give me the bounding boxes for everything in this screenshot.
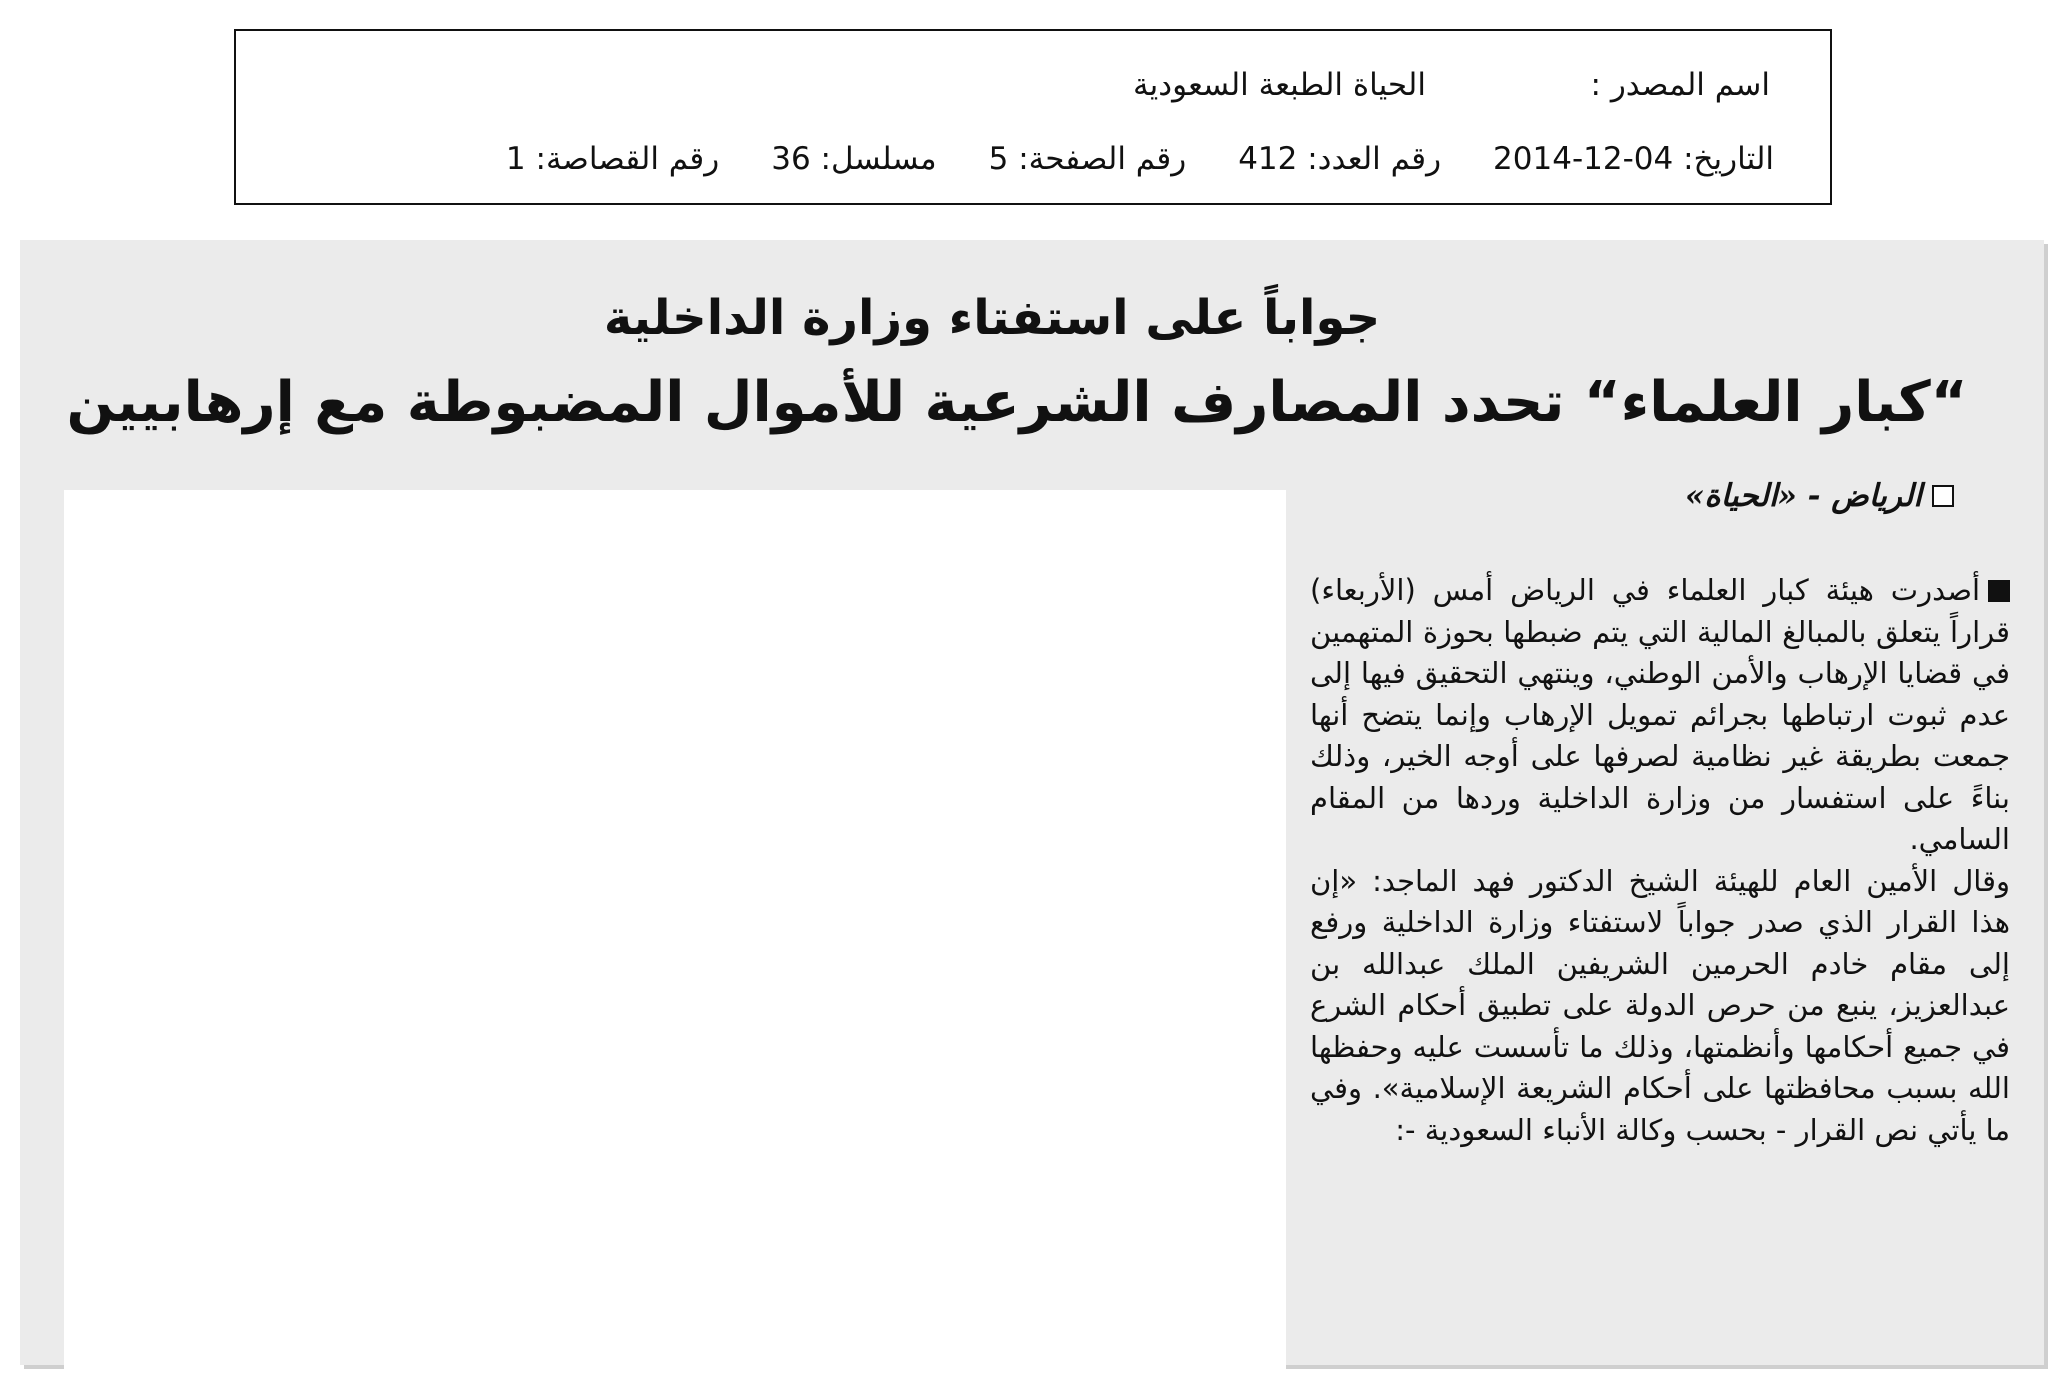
source-label: اسم المصدر : <box>1590 67 1770 103</box>
article-paragraph <box>1310 570 2010 861</box>
paragraph-text: وقال الأمين العام للهيئة الشيخ الدكتور فهد الماجد: «إن هذا القرار الذي صدر جواباً لاستفتاء وزارة الداخلية ورفع إلى مقام خادم الحرمين الشريفين الملك عبدالله بن عبدالعزيز، ينبع من حرص الدولة على تطبيق أحكام الشرع في جميع أحكامها وأنظمتها، وذلك ما تأسست عليه وحفظها الله بسبب محافظتها على أحكام الشريعة الإسلامية». وفي ما يأتي نص القرار - بحسب وكالة الأنباء السعودية -: <box>1310 863 2010 1147</box>
source-info-box <box>234 29 1832 205</box>
article-paragraph <box>1310 861 2010 1152</box>
headline-main: “كبار العلماء“ تحدد المصارف الشرعية للأموال المضبوطة مع إرهابيين <box>66 370 1968 435</box>
source-issue-number: رقم العدد: 412 <box>1238 141 1442 177</box>
article-body <box>1310 570 2010 1151</box>
byline-text: الرياض - «الحياة» <box>1684 478 1922 514</box>
blank-image-area <box>64 490 1286 1370</box>
byline <box>1685 478 1954 514</box>
headline-top: جواباً على استفتاء وزارة الداخلية <box>603 290 1381 346</box>
square-bullet-icon <box>1988 580 2010 602</box>
source-date: التاريخ: 04-12-2014 <box>1493 141 1774 177</box>
source-clip-number: رقم القصاصة: 1 <box>505 141 720 177</box>
square-outline-icon <box>1932 485 1954 507</box>
source-name: الحياة الطبعة السعودية <box>1133 67 1426 103</box>
newspaper-clipping <box>20 240 2044 1365</box>
source-serial: مسلسل: 36 <box>771 141 937 177</box>
paragraph-text: أصدرت هيئة كبار العلماء في الرياض أمس (الأربعاء) قراراً يتعلق بالمبالغ المالية التي يتم ضبطها بحوزة المتهمين في قضايا الإرهاب والأمن الوطني، وينتهي التحقيق فيها إلى عدم ثبوت ارتباطها بجرائم تمويل الإرهاب وإنما يتضح أنها جمعت بطريقة غير نظامية لصرفها على أوجه الخير، وذلك بناءً على استفسار من وزارة الداخلية وردها من المقام السامي. <box>1310 573 2010 856</box>
source-meta-row <box>506 141 1774 177</box>
source-page-number: رقم الصفحة: 5 <box>988 141 1187 177</box>
